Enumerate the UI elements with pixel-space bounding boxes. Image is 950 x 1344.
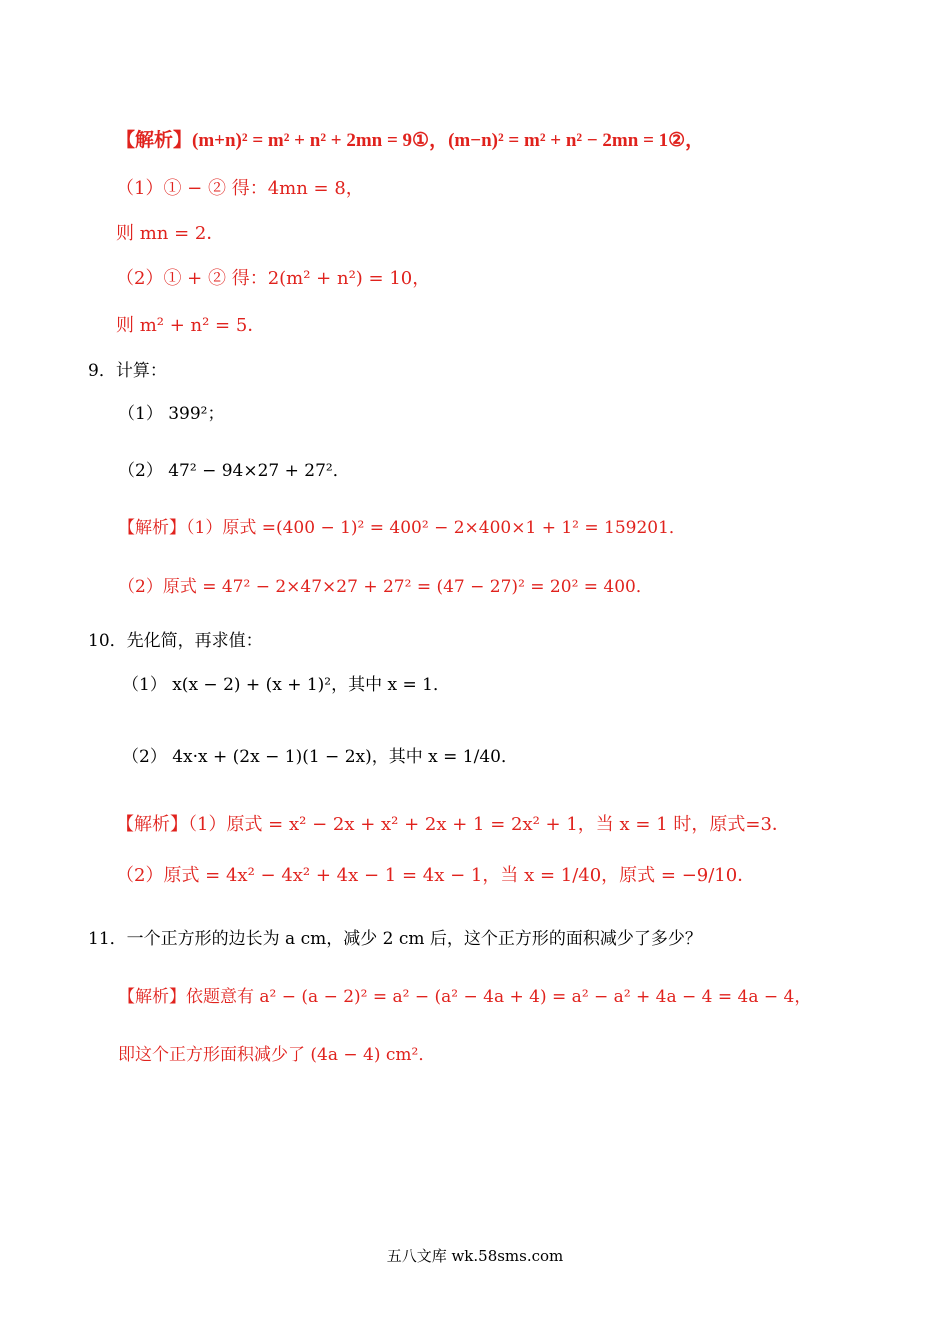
question-11: 11．一个正方形的边长为 a cm，减少 2 cm 后，这个正方形的面积减少了多少？ [88,929,702,949]
solution-8-line-1: 【解析】(m+n)² = m² + n² + 2mn = 9①，(m−n)² = m² + n² − 2mn = 1②， [116,130,705,151]
solution-9-part-1: 【解析】（1）原式 =(400 − 1)² = 400² − 2×400×1 + 1² = 159201． [118,518,686,538]
question-10-title: 10．先化简，再求值： [88,631,263,651]
solution-11-line-2: 即这个正方形面积减少了 (4a − 4) cm²． [118,1045,436,1065]
solution-8-result-1: 则 mn = 2． [116,223,225,244]
solution-11-line-1: 【解析】依题意有 a² − (a − 2)² = a² − (a² − 4a + 4) = a² − a² + 4a − 4 = 4a − 4， [118,987,812,1007]
page-footer: 五八文库 wk.58sms.com [386,1247,564,1265]
solution-10-part-1: 【解析】（1）原式 = x² − 2x + x² + 2x + 1 = 2x² + 1，当 x = 1 时，原式=3． [116,814,790,835]
solution-8-part-2: （2）① + ② 得：2(m² + n²) = 10， [116,268,431,289]
solution-8-result-2: 则 m² + n² = 5． [116,315,266,336]
question-9-part-1: （1） 399²； [118,404,225,424]
question-9-part-2: （2） 47² − 94×27 + 27²． [118,461,350,481]
solution-8-part-1: （1）① − ② 得：4mn = 8， [116,178,364,199]
question-9-title: 9．计算： [88,361,167,381]
solution-9-part-2: （2）原式 = 47² − 2×47×27 + 27² = (47 − 27)² = 20² = 400． [118,577,653,597]
question-10-part-1: （1） x(x − 2) + (x + 1)²，其中 x = 1． [122,675,450,695]
question-10-part-2: （2） 4x·x + (2x − 1)(1 − 2x)，其中 x = 1/40． [122,747,518,767]
solution-10-part-2: （2）原式 = 4x² − 4x² + 4x − 1 = 4x − 1，当 x = 1/40，原式 = −9/10． [116,865,756,886]
